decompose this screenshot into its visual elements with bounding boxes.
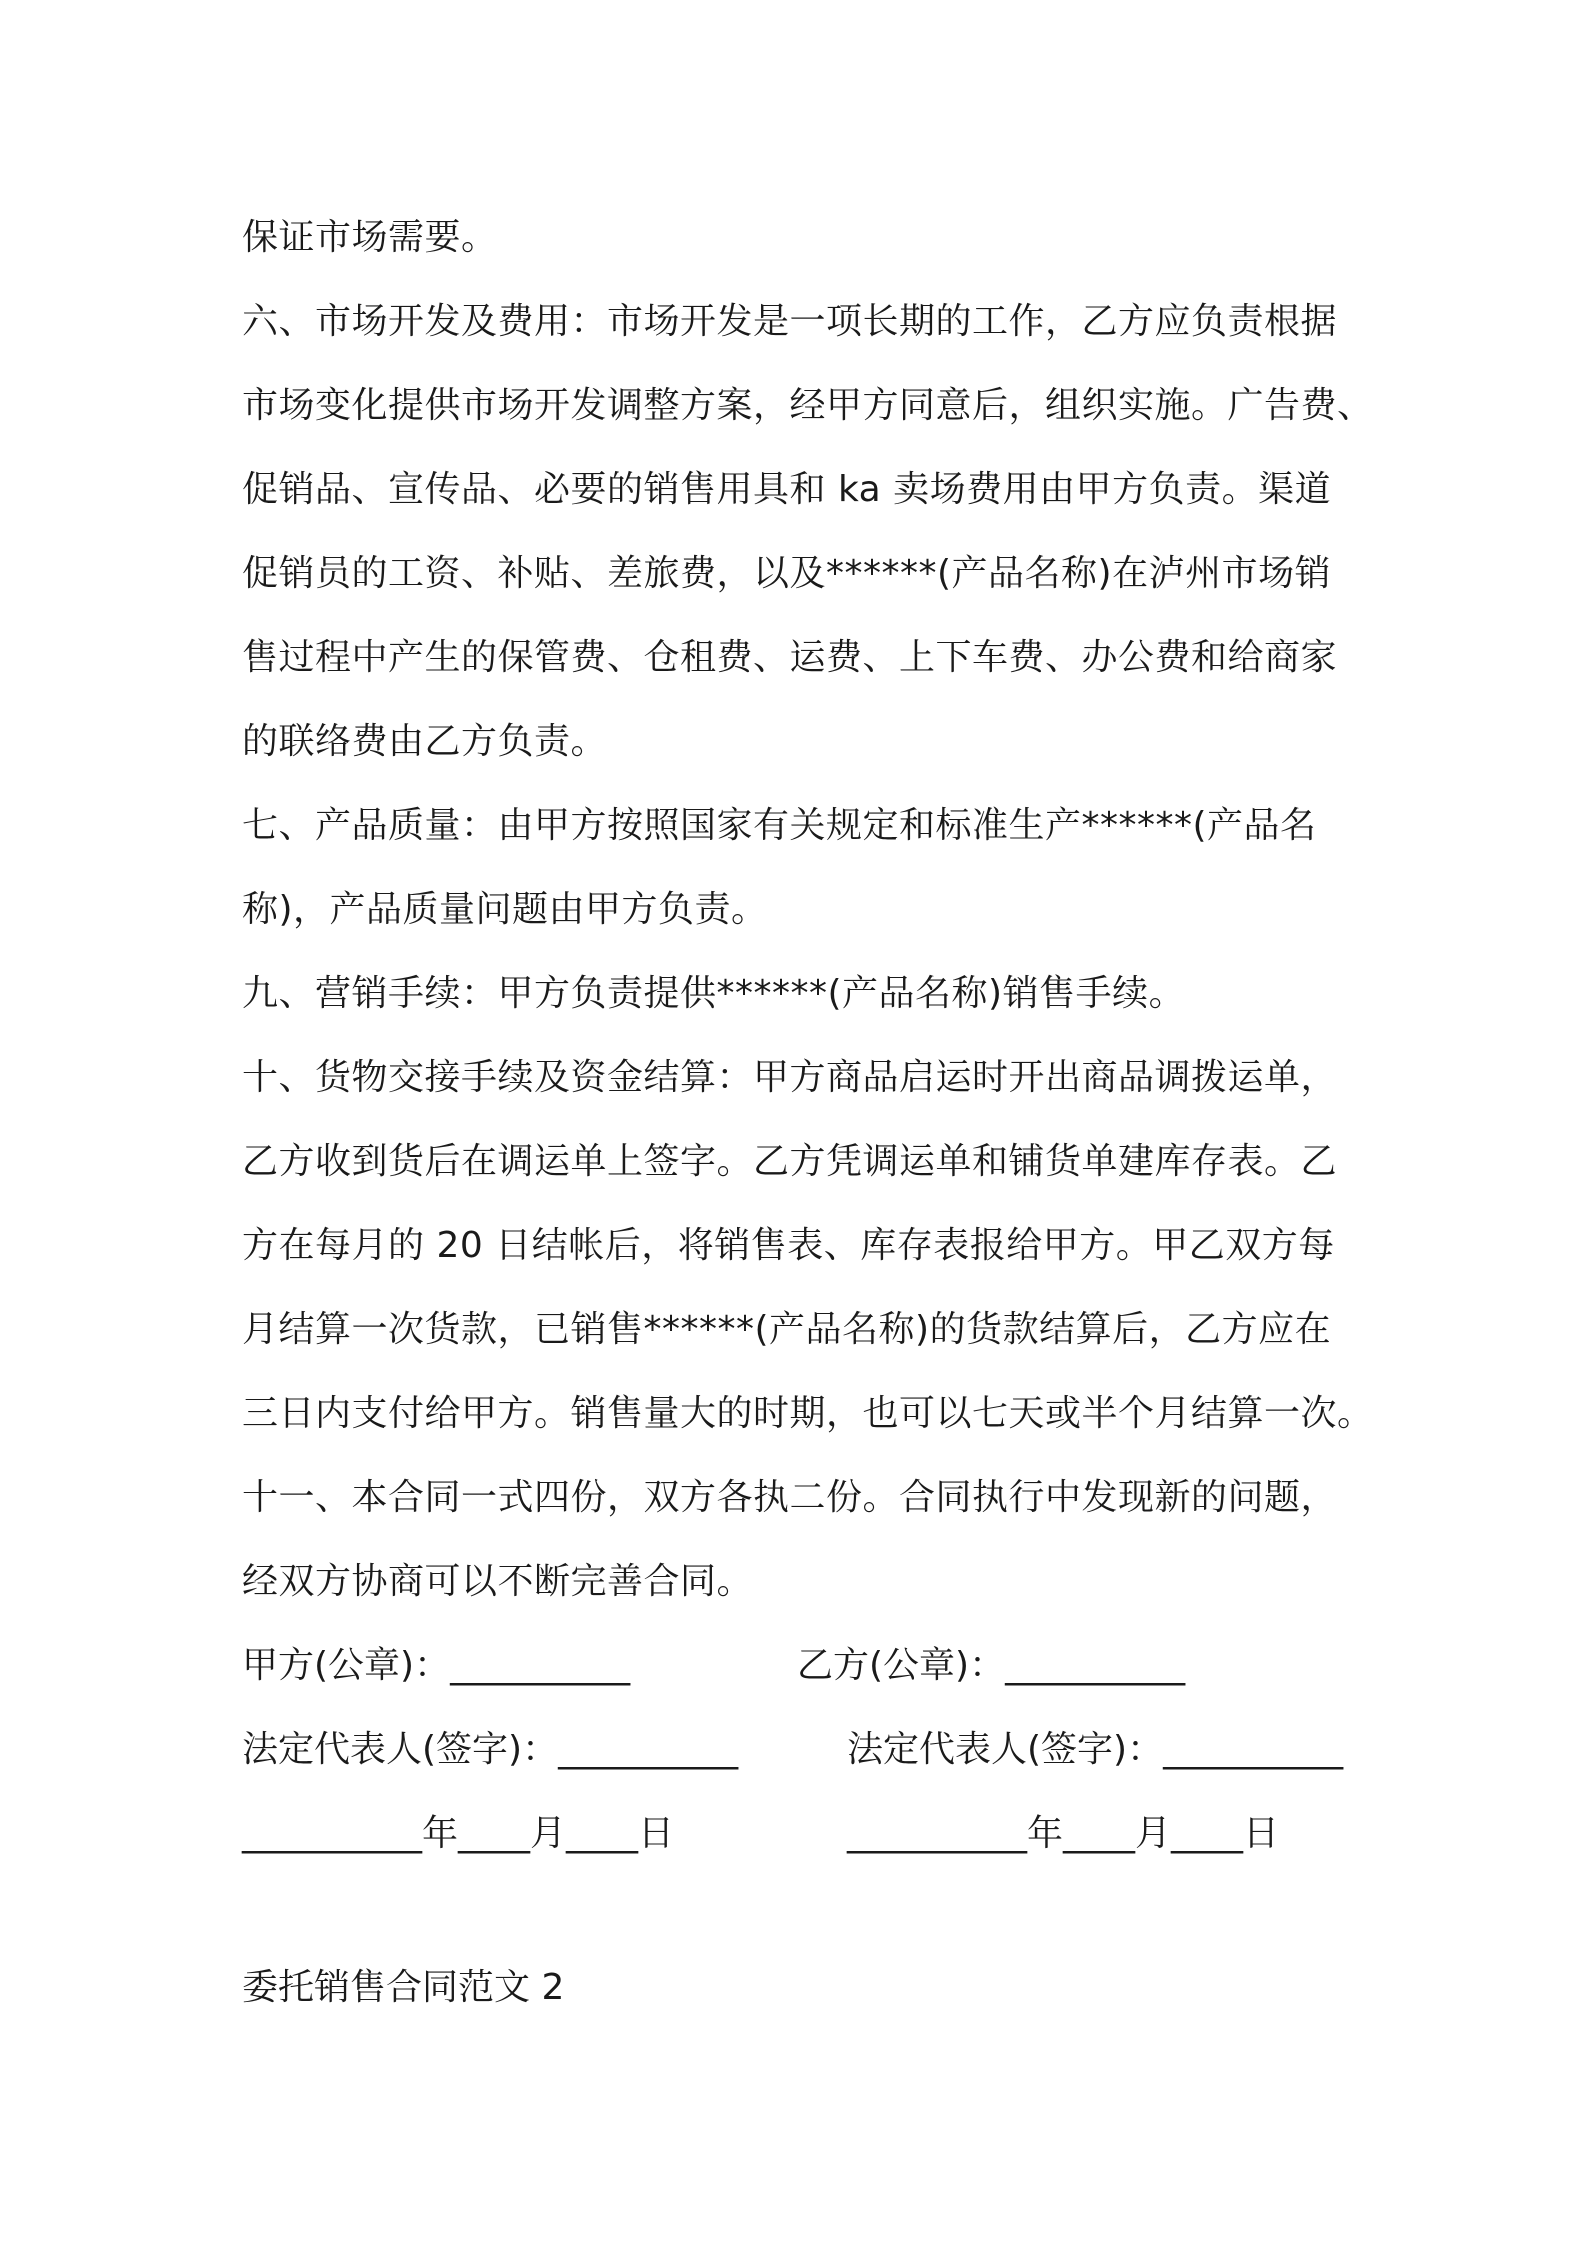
text-line: 经双方协商可以不断完善合同。	[242, 1561, 754, 1602]
text-line: 月结算一次货款，已销售******(产品名称)的货款结算后，乙方应在	[242, 1309, 1332, 1350]
party-a-date: __________年____月____日	[242, 1813, 674, 1854]
text-line: 方在每月的 20 日结帐后，将销售表、库存表报给甲方。甲乙双方每	[242, 1225, 1335, 1266]
text-line: 的联络费由乙方负责。	[242, 721, 608, 762]
section-heading: 委托销售合同范文 2	[242, 1967, 565, 2008]
text-line: 称)，产品质量问题由甲方负责。	[242, 889, 768, 930]
signature-row-date	[242, 1792, 1362, 1876]
text-line: 三日内支付给甲方。销售量大的时期，也可以七天或半个月结算一次。	[242, 1393, 1374, 1434]
party-b-representative: 法定代表人(签字)：__________	[847, 1729, 1344, 1770]
text-line: 九、营销手续：甲方负责提供******(产品名称)销售手续。	[242, 973, 1186, 1014]
text-line: 十一、本合同一式四份，双方各执二份。合同执行中发现新的问题，	[242, 1477, 1338, 1518]
party-b-date: __________年____月____日	[847, 1813, 1279, 1854]
text-line: 七、产品质量：由甲方按照国家有关规定和标准生产******(产品名	[242, 805, 1317, 846]
signature-row-representative	[242, 1708, 1362, 1792]
text-line: 促销品、宣传品、必要的销售用具和 ka 卖场费用由甲方负责。渠道	[242, 469, 1332, 510]
text-line: 六、市场开发及费用：市场开发是一项长期的工作，乙方应负责根据	[242, 301, 1338, 342]
text-line: 十、货物交接手续及资金结算：甲方商品启运时开出商品调拨运单，	[242, 1057, 1338, 1098]
party-a-representative: 法定代表人(签字)：__________	[242, 1729, 739, 1770]
text-line: 市场变化提供市场开发调整方案，经甲方同意后，组织实施。广告费、	[242, 385, 1374, 426]
text-line: 乙方收到货后在调运单上签字。乙方凭调运单和铺货单建库存表。乙	[242, 1141, 1338, 1182]
party-b-seal: 乙方(公章)：__________	[797, 1645, 1186, 1686]
signature-row-seal	[242, 1624, 1362, 1708]
party-a-seal: 甲方(公章)：__________	[242, 1645, 631, 1686]
document-body	[242, 196, 1374, 1876]
text-line: 保证市场需要。	[242, 217, 498, 258]
text-line: 促销员的工资、补贴、差旅费，以及******(产品名称)在泸州市场销	[242, 553, 1332, 594]
text-line: 售过程中产生的保管费、仓租费、运费、上下车费、办公费和给商家	[242, 637, 1338, 678]
